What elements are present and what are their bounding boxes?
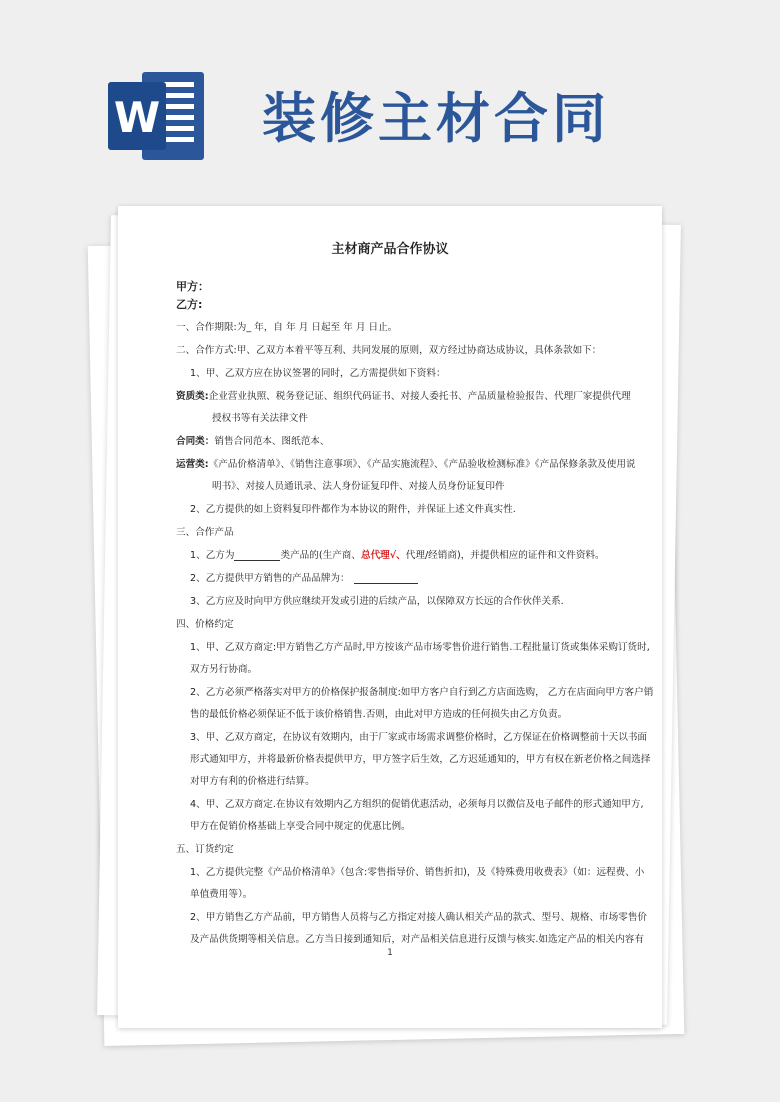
page-number: 1	[387, 948, 393, 958]
clause-line: 对甲方有利的价格进行结算。	[190, 776, 315, 787]
clause-line: 及产品供货期等相关信息。乙方当日接到通知后，对产品相关信息进行反馈与核实.如选定产品的相关内容有	[190, 934, 644, 945]
logo-letter: W	[113, 93, 161, 142]
qualification-row	[176, 388, 631, 402]
highlight-text: 总代理√、	[360, 550, 406, 561]
section-heading: 四、价格约定	[176, 619, 234, 630]
clause-line: 售的最低价格必须保证不低于该价格销售.否则，由此对甲方造成的任何损失由乙方负责。	[190, 709, 568, 720]
clause-line: 单值费用等）。	[190, 889, 253, 900]
qualification-text: 企业营业执照、税务登记证、组织代码证书、对接人委托书、产品质量检验报告、代理厂家提供代理	[208, 391, 631, 402]
operation-label: 运营类:	[176, 459, 209, 470]
qualification-label: 资质类:	[176, 391, 209, 402]
clause-text: 2、乙方提供甲方销售的产品品牌为：	[190, 573, 350, 584]
party-b-label: 乙方:	[176, 298, 203, 311]
contract-text: 销售合同范本、图纸范本、	[214, 436, 330, 447]
clause-line: 1、甲、乙双方商定:甲方销售乙方产品时,甲方按该产品市场零售价进行销售.工程批量订货或集体采购订货时,	[190, 642, 650, 653]
word-icon	[108, 68, 208, 164]
operation-row	[176, 456, 636, 470]
clause-line: 授权书等有关法律文件	[212, 413, 308, 424]
clause-line: 1、甲、乙双方应在协议签署的同时，乙方需提供如下资料：	[190, 368, 446, 379]
clause-line: 明书》、对接人员通讯录、法人身份证复印件、对接人员身份证复印件	[212, 481, 505, 492]
clause-line: 2、乙方提供的如上资料复印件都作为本协议的附件，并保证上述文件真实性.	[190, 504, 516, 515]
clause-line: 4、甲、乙双方商定.在协议有效期内乙方组织的促销优惠活动，必须每月以微信及电子邮件的形式通知甲方,	[190, 799, 644, 810]
document-page	[118, 206, 662, 1028]
clause-line: 形式通知甲方，并将最新价格表提供甲方，甲方签字后生效，乙方迟延通知的，甲方有权在新老价格之间选择	[190, 754, 651, 765]
blank-line	[354, 583, 418, 584]
clause-line: 2、乙方必须严格落实对甲方的价格保护报备制度:如甲方客户自行到乙方店面选购， 乙方在店面向甲方客户销	[190, 687, 654, 698]
clause-line: 3、乙方应及时向甲方供应继续开发或引进的后续产品，以保障双方长远的合作伙伴关系.	[190, 596, 564, 607]
blank-line	[234, 560, 280, 561]
clause-text: 代理/经销商)，并提供相应的证件和文件资料。	[405, 550, 605, 561]
product-type-row	[190, 547, 605, 561]
clause-cooperation: 二、合作方式:甲、乙双方本着平等互利、共同发展的原则，双方经过协商达成协议，具体条款如下：	[176, 345, 602, 356]
operation-text: 《产品价格清单》、《销售注意事项》、《产品实施流程》、《产品验收检测标准》《产品保修条款及使用说	[208, 459, 636, 470]
clause-text: 1、乙方为	[190, 550, 235, 561]
section-heading: 三、合作产品	[176, 527, 234, 538]
banner-title: 装修主材合同	[262, 87, 610, 150]
clause-line: 2、甲方销售乙方产品前，甲方销售人员将与乙方指定对接人确认相关产品的款式、型号、规格、市场零售价	[190, 912, 648, 923]
brand-row	[190, 570, 418, 584]
section-heading: 五、订货约定	[176, 844, 234, 855]
contract-label: 合同类：	[176, 436, 215, 447]
clause-line: 甲方在促销价格基础上享受合同中规定的优惠比例。	[190, 821, 411, 832]
clause-text: 类产品的(生产商、	[280, 550, 361, 561]
clause-line: 3、甲、乙双方商定，在协议有效期内，由于厂家或市场需求调整价格时，乙方保证在价格调整前十天以书面	[190, 732, 648, 743]
clause-line: 1、乙方提供完整《产品价格清单》（包含:零售指导价、销售折扣)，及《特殊费用收费表》（如：远程费、小	[190, 867, 645, 878]
clause-line: 双方另行协商。	[190, 664, 258, 675]
clause-term: 一、合作期限:为_ 年，自 年 月 日起至 年 月 日止。	[176, 322, 398, 333]
party-a-label: 甲方：	[176, 280, 209, 293]
contract-row	[176, 433, 330, 447]
document-title: 主材商产品合作协议	[331, 242, 449, 257]
